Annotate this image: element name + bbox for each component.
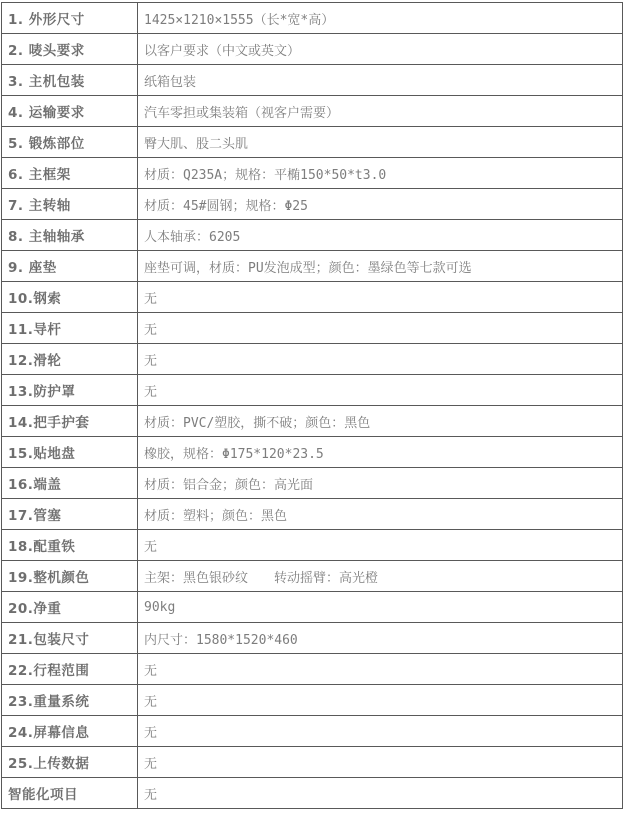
table-row (2, 158, 623, 189)
table-row (2, 34, 623, 65)
table-row (2, 437, 623, 468)
spec-label: 智能化项目 (2, 778, 138, 809)
spec-label: 10.钢索 (2, 282, 138, 313)
spec-value: 内尺寸：1580*1520*460 (138, 623, 623, 654)
table-row (2, 561, 623, 592)
spec-value: 座垫可调，材质：PU发泡成型；颜色：墨绿色等七款可选 (138, 251, 623, 282)
spec-label: 23.重量系统 (2, 685, 138, 716)
spec-label: 6. 主框架 (2, 158, 138, 189)
spec-value: 臀大肌、股二头肌 (138, 127, 623, 158)
spec-label: 21.包装尺寸 (2, 623, 138, 654)
table-row (2, 282, 623, 313)
spec-value: 无 (138, 375, 623, 406)
table-row (2, 251, 623, 282)
spec-label: 22.行程范围 (2, 654, 138, 685)
spec-label: 24.屏幕信息 (2, 716, 138, 747)
spec-value: 橡胶，规格：Φ175*120*23.5 (138, 437, 623, 468)
spec-value: 主架：黑色银砂纹 转动摇臂：高光橙 (138, 561, 623, 592)
spec-value: 无 (138, 313, 623, 344)
spec-value: 无 (138, 344, 623, 375)
spec-value: 无 (138, 685, 623, 716)
spec-value: 无 (138, 747, 623, 778)
table-row (2, 592, 623, 623)
spec-value: 材质：Q235A；规格：平椭150*50*t3.0 (138, 158, 623, 189)
spec-label: 17.管塞 (2, 499, 138, 530)
spec-label: 7. 主转轴 (2, 189, 138, 220)
table-row (2, 499, 623, 530)
spec-label: 19.整机颜色 (2, 561, 138, 592)
table-row (2, 623, 623, 654)
spec-label: 1. 外形尺寸 (2, 3, 138, 34)
table-row (2, 406, 623, 437)
spec-value: 90kg (138, 592, 623, 623)
table-row (2, 96, 623, 127)
table-row (2, 220, 623, 251)
spec-label: 14.把手护套 (2, 406, 138, 437)
table-row (2, 313, 623, 344)
spec-label: 18.配重铁 (2, 530, 138, 561)
spec-label: 20.净重 (2, 592, 138, 623)
spec-table (1, 2, 623, 809)
spec-value: 无 (138, 716, 623, 747)
spec-label: 9. 座垫 (2, 251, 138, 282)
spec-value: 汽车零担或集装箱（视客户需要） (138, 96, 623, 127)
spec-label: 25.上传数据 (2, 747, 138, 778)
spec-value: 材质：塑料；颜色：黑色 (138, 499, 623, 530)
spec-label: 11.导杆 (2, 313, 138, 344)
spec-value: 1425×1210×1555（长*宽*高） (138, 3, 623, 34)
spec-label: 15.贴地盘 (2, 437, 138, 468)
spec-label: 5. 锻炼部位 (2, 127, 138, 158)
table-row (2, 3, 623, 34)
spec-label: 13.防护罩 (2, 375, 138, 406)
spec-value: 无 (138, 778, 623, 809)
table-row (2, 530, 623, 561)
table-row (2, 127, 623, 158)
table-row (2, 468, 623, 499)
spec-value: 无 (138, 282, 623, 313)
table-row (2, 344, 623, 375)
spec-label: 12.滑轮 (2, 344, 138, 375)
table-row (2, 654, 623, 685)
spec-table-body (2, 3, 623, 809)
spec-value: 材质：PVC/塑胶，撕不破；颜色：黑色 (138, 406, 623, 437)
spec-value: 材质：45#圆钢；规格：Φ25 (138, 189, 623, 220)
spec-label: 4. 运输要求 (2, 96, 138, 127)
spec-value: 材质：铝合金；颜色：高光面 (138, 468, 623, 499)
spec-value: 纸箱包装 (138, 65, 623, 96)
table-row (2, 189, 623, 220)
table-row (2, 747, 623, 778)
table-row (2, 375, 623, 406)
spec-label: 8. 主轴轴承 (2, 220, 138, 251)
spec-value: 无 (138, 654, 623, 685)
spec-value: 无 (138, 530, 623, 561)
table-row (2, 778, 623, 809)
spec-value: 人本轴承：6205 (138, 220, 623, 251)
table-row (2, 65, 623, 96)
table-row (2, 685, 623, 716)
spec-label: 16.端盖 (2, 468, 138, 499)
table-row (2, 716, 623, 747)
spec-label: 2. 唛头要求 (2, 34, 138, 65)
spec-value: 以客户要求（中文或英文） (138, 34, 623, 65)
spec-label: 3. 主机包装 (2, 65, 138, 96)
